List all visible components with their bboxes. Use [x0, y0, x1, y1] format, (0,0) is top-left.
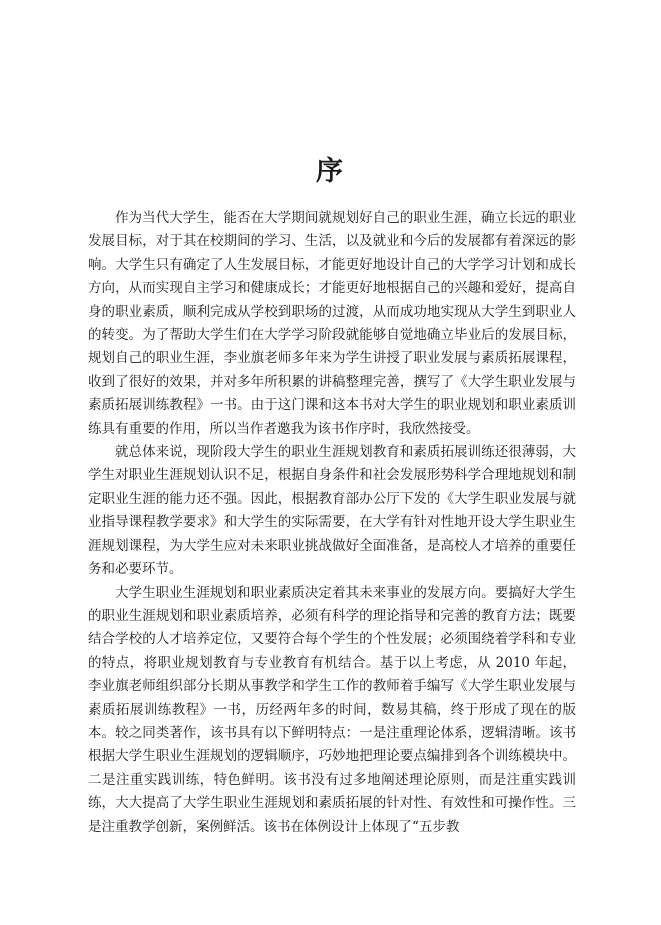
paragraph-2: 就总体来说，现阶段大学生的职业生涯规划教育和素质拓展训练还很薄弱，大学生对职业生涯规划认识不足，根据自身条件和社会发展形势科学合理地规划和制定职业生涯的能力还不强。因此，根据教育部办公厅下发的《大学生职业发展与就业指导课程教学要求》和大学生的实际需要，在大学有针对性地开设大学生职业生涯规划课程，为大学生应对未来职业挑战做好全面准备，是高校人才培养的重要任务和必要环节。 [88, 444, 576, 578]
preface-body [88, 207, 576, 839]
paragraph-3: 大学生职业生涯规划和职业素质决定着其未来事业的发展方向。要搞好大学生的职业生涯规划和职业素质培养，必须有科学的理论指导和完善的教育方法；既要结合学校的人才培养定位，又要符合每个学生的个性发展；必须围绕着学科和专业的特点，将职业规划教育与专业教育有机结合。基于以上考虑，从 2010 年起，李业旗老师组织部分长期从事教学和学生工作的教师着手编写《大学生职业发展与素质拓展训练教程》一书，历经两年多的时间，数易其稿，终于形成了现在的版本。较之同类著作，该书具有以下鲜明特点：一是注重理论体系，逻辑清晰。该书根据大学生职业生涯规划的逻辑顺序，巧妙地把理论要点编排到各个训练模块中。二是注重实践训练，特色鲜明。该书没有过多地阐述理论原则，而是注重实践训练，大大提高了大学生职业生涯规划和素质拓展的针对性、有效性和可操作性。三是注重教学创新，案例鲜活。该书在体例设计上体现了“五步教 [88, 584, 576, 835]
paragraph-1: 作为当代大学生，能否在大学期间就规划好自己的职业生涯，确立长远的职业发展目标，对于其在校期间的学习、生活，以及就业和今后的发展都有着深远的影响。大学生只有确定了人生发展目标，才能更好地设计自己的大学学习计划和成长方向，从而实现自主学习和健康成长；才能更好地根据自己的兴趣和爱好，提高自身的职业素质，顺利完成从学校到职场的过渡，从而成功地实现从大学生到职业人的转变。为了帮助大学生们在大学学习阶段就能够自觉地确立毕业后的发展目标，规划自己的职业生涯，李业旗老师多年来为学生讲授了职业发展与素质拓展课程，收到了很好的效果，并对多年所积累的讲稿整理完善，撰写了《大学生职业发展与素质拓展训练教程》一书。由于这门课和这本书对大学生的职业规划和职业素质训练具有重要的作用，所以当作者邀我为该书作序时，我欣然接受。 [88, 210, 576, 437]
page-title: 序 [316, 156, 345, 187]
